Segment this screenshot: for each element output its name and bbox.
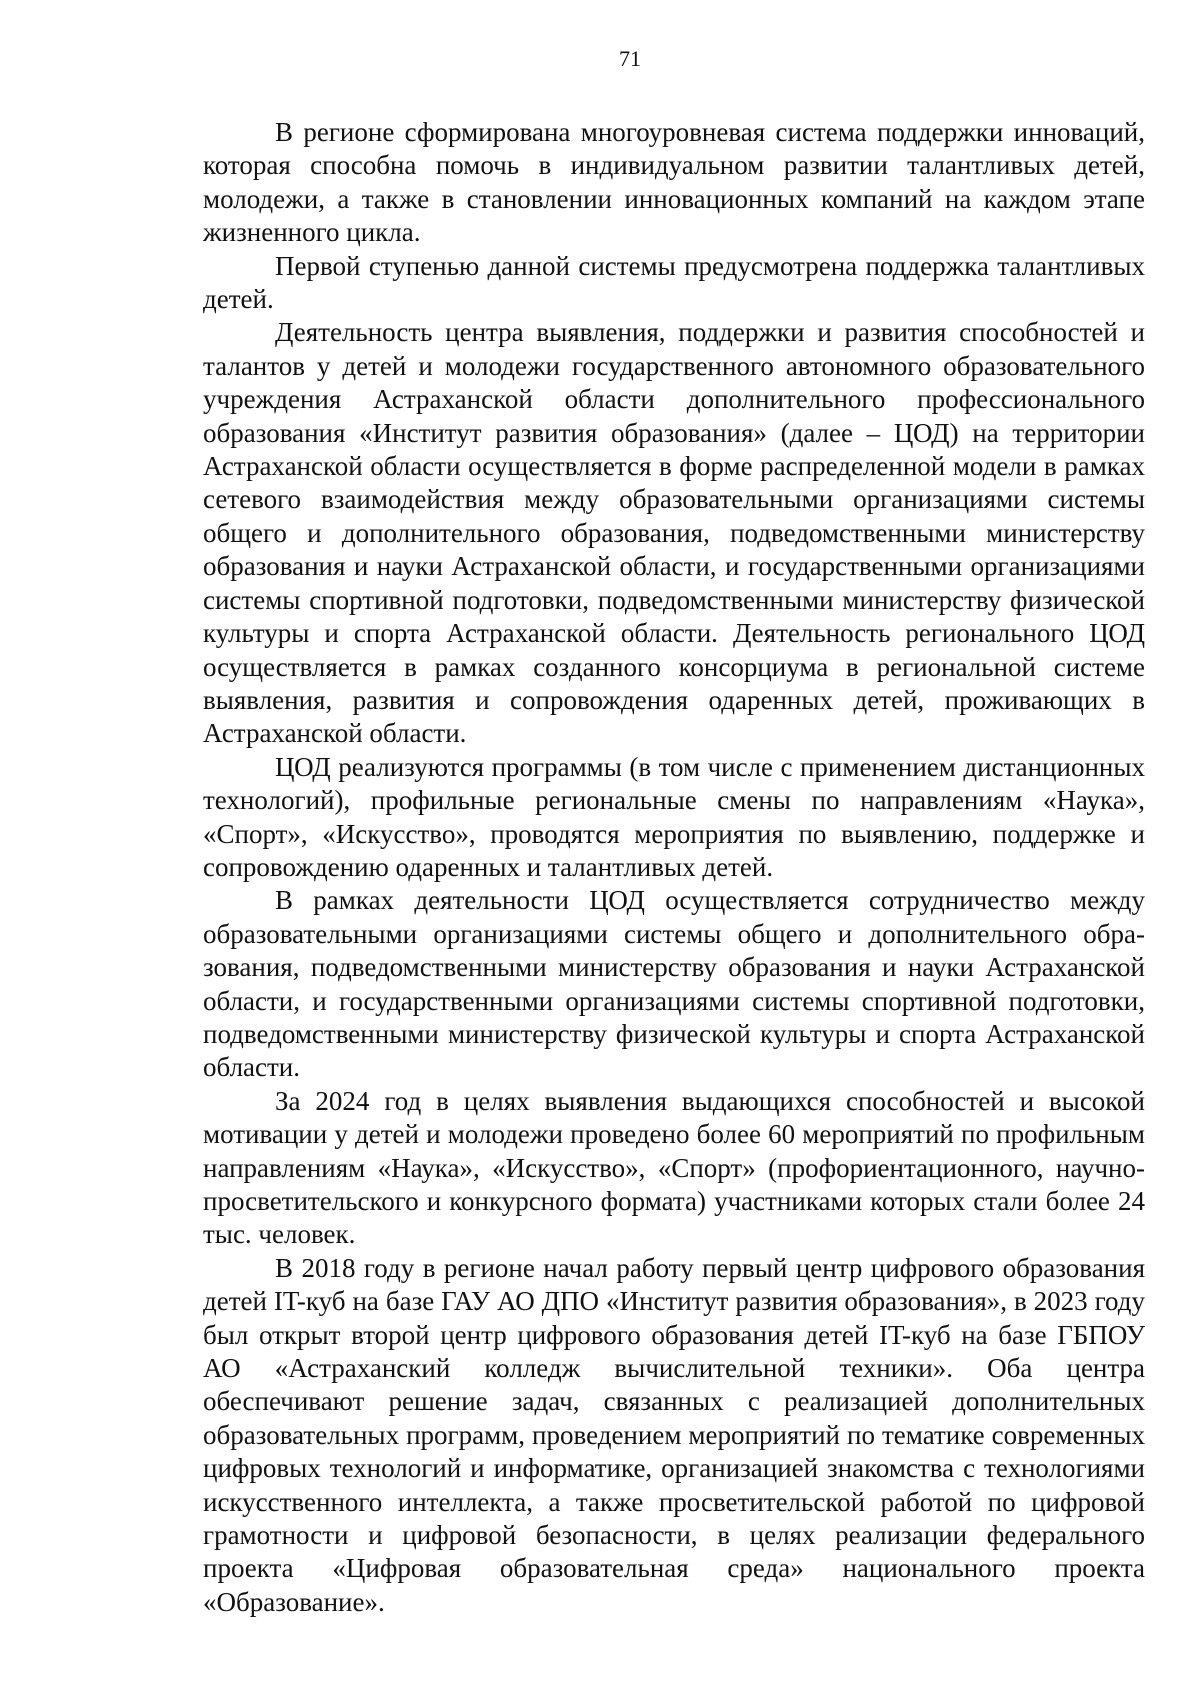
paragraph-first-stage: Первой ступенью данной системы предусмотрена поддержка талантливых детей. [203, 250, 1145, 315]
document-body [203, 116, 1145, 1619]
page-number: 71 [619, 46, 641, 71]
paragraph-center-programs: ЦОД реализуются программы (в том числе с применением дистанционных технологий), профильные региональные смены по направлениям «Наука», «Спорт», «Искусство», проводятся мероприятия по выявлению, поддержке и сопровождению одаренных и талантливых детей. [203, 751, 1145, 882]
paragraph-it-cube: В 2018 году в регионе начал работу первый центр цифрового образования детей IT-куб на базе ГАУ АО ДПО «Институт развития образования», в 2023 году был открыт второй центр цифрового образования детей IT-куб на базе ГБПОУ АО «Астраханский колледж вычислительной техники». Оба центра обеспечивают решение задач, связанных с реализацией дополнительных образовательных программ, проведением мероприятий по тематике современных цифровых технологий и информатике, организацией знакомства с технологиями искусственного интеллекта, а также просветительской работой по цифровой грамотности и цифровой безопасности, в целях реализации федерального проекта «Цифровая образовательная среда» национального проекта «Образование». [203, 1252, 1145, 1617]
paragraph-innovation-support-system: В регионе сформирована многоуровневая система поддержки инноваций, которая способна помочь в индивидуальном развитии талантливых детей, молодежи, а также в становлении инновационных компаний на каждом этапе жизненного цикла. [203, 117, 1145, 248]
paragraph-2024-events: За 2024 год в целях выявления выдающихся способностей и высокой мотивации у детей и молодежи проведено более 60 мероприятий по профильным направлениям «Наука», «Искусство», «Спорт» (профориентационного, научно-просветительского и конкурсного формата) участниками которых стали более 24 тыс. человек. [203, 1085, 1145, 1250]
paragraph-center-activity: Деятельность центра выявления, поддержки и развития способностей и талантов у детей и молодежи государственного автономного образовательного учреждения Астраханской области дополнительного профессионального образования «Институт развития образования» (далее – ЦОД) на территории Астраханской области осуществляется в форме распределенной модели в рамках сетевого взаимодействия между образовательными организациями системы общего и дополнительного образования, подведомственными министерству образования и науки Астраханской области, и государственными организациями системы спортивной подготовки, подведомственными министерству физической культуры и спорта Астраханской области. Деятельность регионального ЦОД осуществляется в рамках созданного консорциума в региональной системе выявления, развития и сопровождения одаренных детей, проживающих в Астраханской области. [203, 317, 1145, 749]
paragraph-cooperation: В рамках деятельности ЦОД осуществляется сотрудничество между образовательными организациями системы общего и дополнительного образования, подведомственными министерству образования и науки Астраханской области, и государственными организациями системы спортивной подготовки, подведомственными министерству физической культуры и спорта Астраханской области. [203, 885, 1145, 1083]
